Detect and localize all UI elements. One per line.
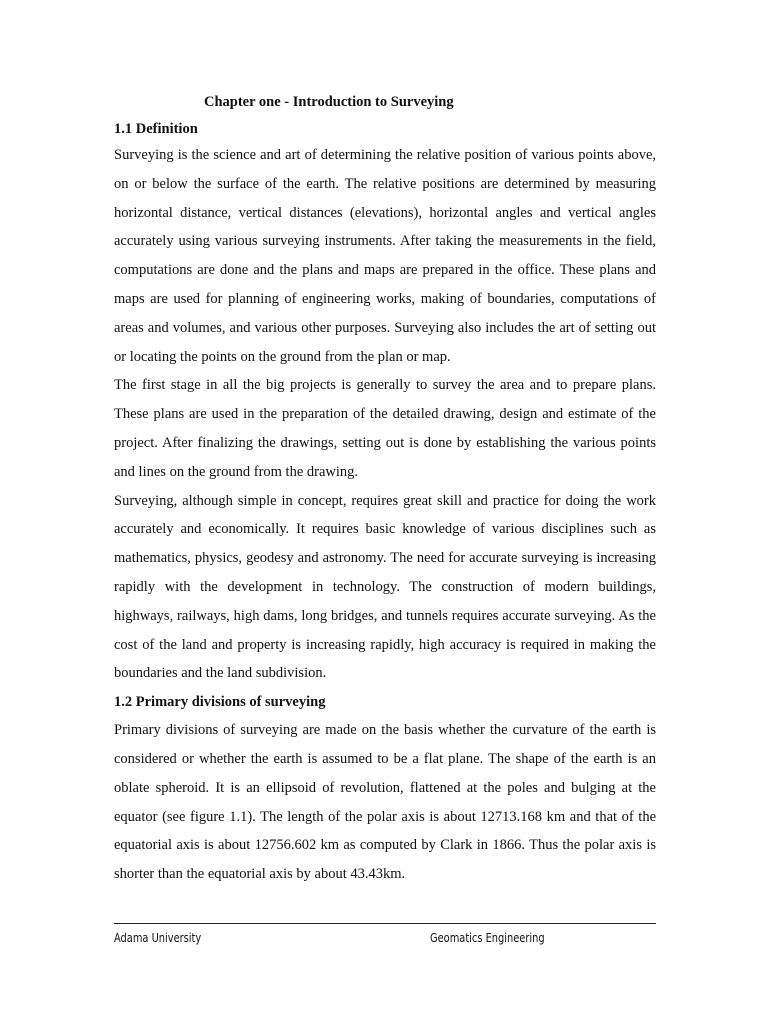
paragraph-primary-divisions: Primary divisions of surveying are made on the basis whether the curvature of the earth is considered or whether the earth is assumed to be a flat plane. The shape of the earth is an oblate spheroid. It is an ellipsoid of revolution, flattened at the poles and bulging at the equator (see figure 1.1). The length of the polar axis is about 12713.168 km and that of the equatorial axis is about 12756.602 km as computed by Clark in 1866. Thus the polar axis is shorter than the equatorial axis by about 43.43km. bbox=[114, 722, 656, 883]
paragraph-skill-practice: Surveying, although simple in concept, requires great skill and practice for doing the work accurately and economically. It requires basic knowledge of various disciplines such as mathematics, physics, geodesy and astronomy. The need for accurate surveying is increasing rapidly with the development in technology. The construction of modern buildings, highways, railways, high dams, long bridges, and tunnels requires accurate surveying. As the cost of the land and property is increasing rapidly, high accuracy is required in making the boundaries and the land subdivision. bbox=[114, 492, 656, 682]
section-heading-primary-divisions: 1.2 Primary divisions of surveying bbox=[114, 694, 326, 711]
footer-university: Adama University bbox=[114, 931, 202, 945]
paragraph-first-stage: The first stage in all the big projects is generally to survey the area and to prepare plans. These plans are used in the preparation of the detailed drawing, design and estimate of the project. After finalizing the drawings, setting out is done by establishing the various points and lines on the ground from the drawing. bbox=[114, 377, 656, 480]
paragraph-definition: Surveying is the science and art of determining the relative position of various points above, on or below the surface of the earth. The relative positions are determined by measuring horizontal distance, vertical distances (elevations), horizontal angles and vertical angles accurately using various surveying instruments. After taking the measurements in the field, computations are done and the plans and maps are prepared in the office. These plans and maps are used for planning of engineering works, making of boundaries, computations of areas and volumes, and various other purposes. Surveying also includes the art of setting out or locating the points on the ground from the plan or map. bbox=[114, 147, 656, 365]
chapter-title: Chapter one - Introduction to Surveying bbox=[204, 94, 454, 110]
footer-department: Geomatics Engineering bbox=[430, 931, 545, 945]
section-heading-definition: 1.1 Definition bbox=[114, 121, 198, 137]
document-body bbox=[114, 119, 656, 889]
footer-divider bbox=[114, 923, 656, 924]
